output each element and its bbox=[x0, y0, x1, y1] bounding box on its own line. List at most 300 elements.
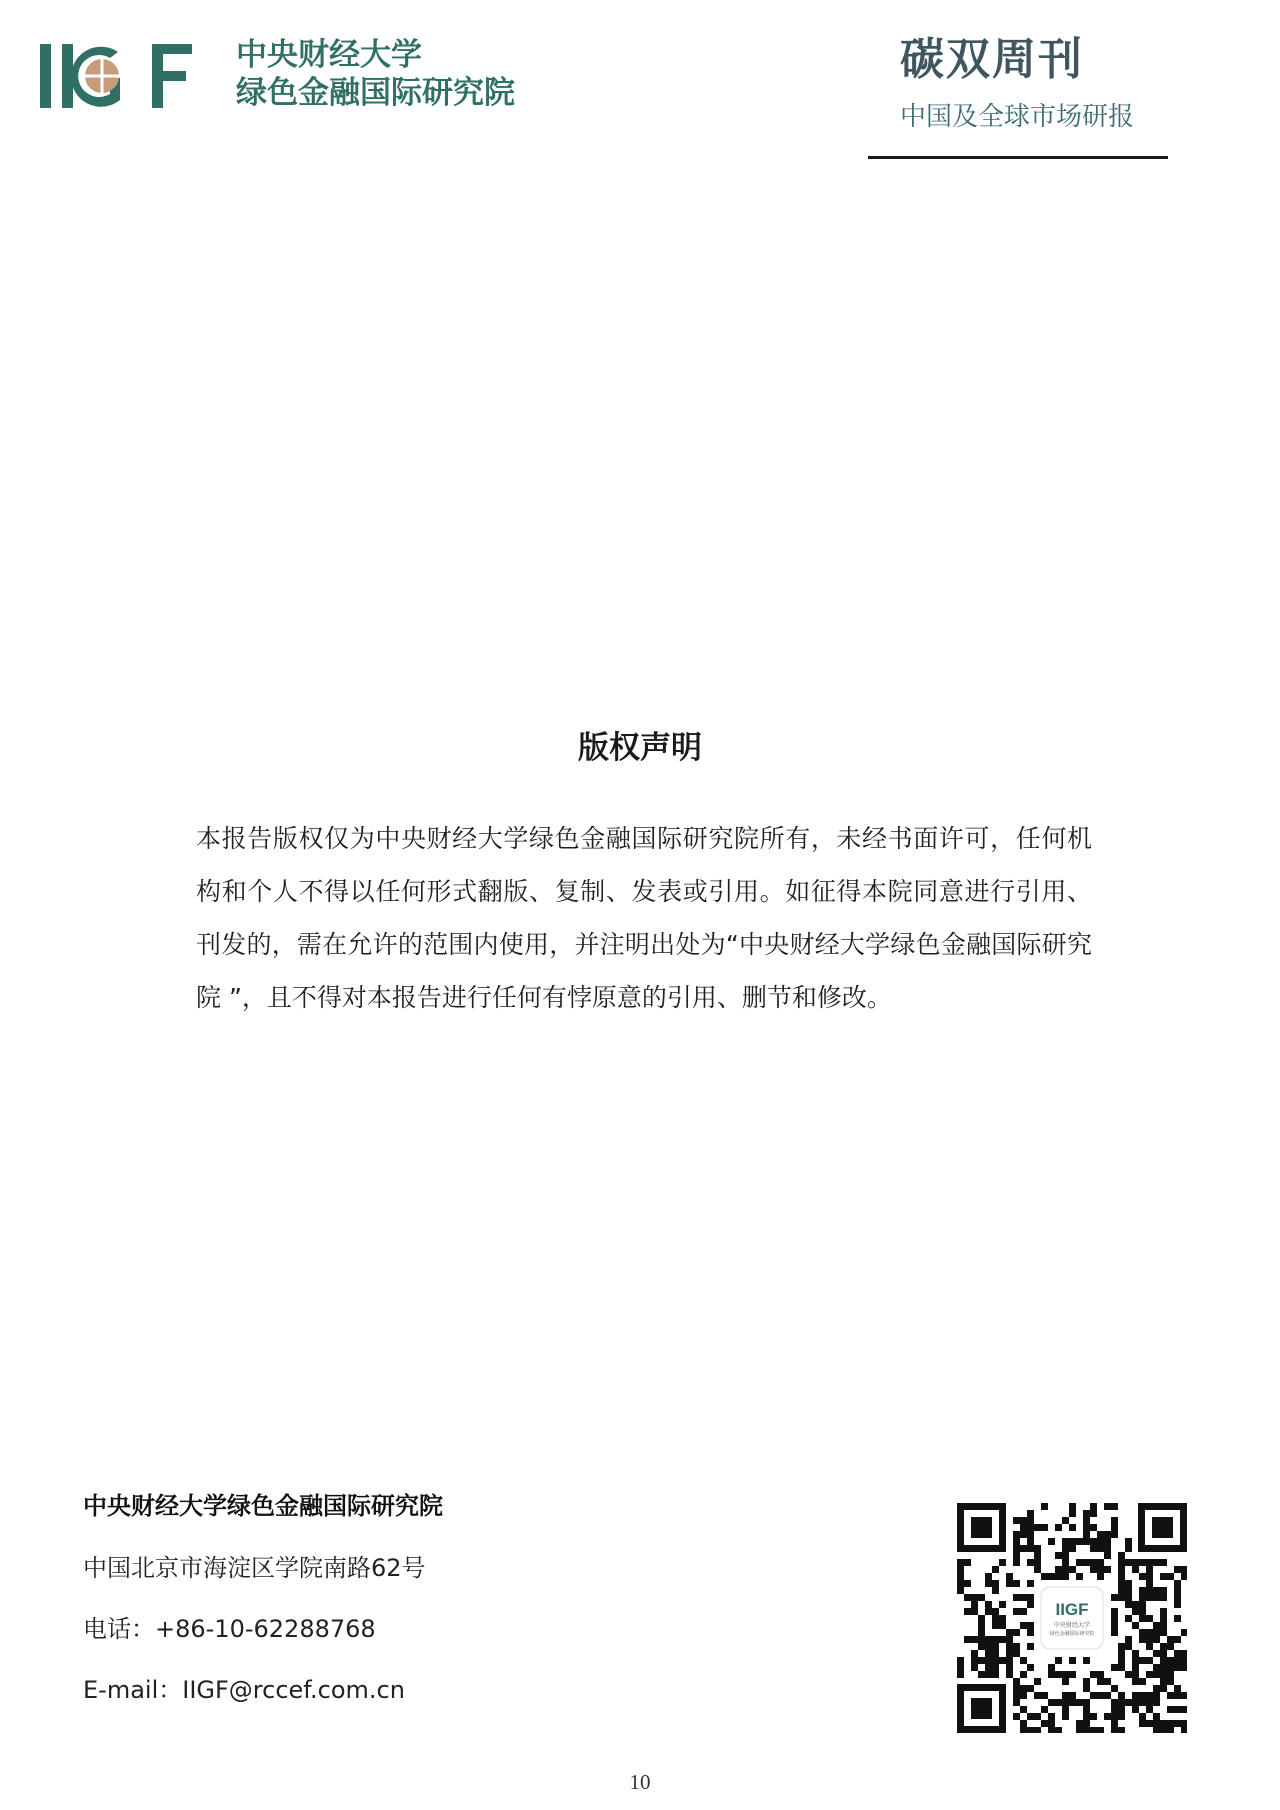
qr-module bbox=[1111, 1622, 1118, 1629]
qr-module bbox=[1041, 1573, 1048, 1580]
qr-module bbox=[1013, 1594, 1020, 1601]
qr-module bbox=[1069, 1510, 1076, 1517]
qr-module bbox=[1048, 1671, 1055, 1678]
qr-module bbox=[1139, 1713, 1146, 1720]
qr-module bbox=[1118, 1727, 1125, 1733]
qr-module bbox=[1090, 1713, 1097, 1720]
qr-module bbox=[1118, 1594, 1125, 1601]
qr-module bbox=[1083, 1706, 1090, 1713]
qr-module bbox=[1132, 1657, 1139, 1664]
contact-address: 中国北京市海淀区学院南路62号 bbox=[83, 1554, 426, 1582]
qr-module bbox=[1174, 1594, 1181, 1601]
qr-module bbox=[1090, 1510, 1097, 1517]
qr-module bbox=[971, 1594, 978, 1601]
qr-module bbox=[1090, 1559, 1097, 1566]
qr-module bbox=[1076, 1538, 1083, 1545]
qr-module bbox=[1139, 1559, 1146, 1566]
qr-module bbox=[999, 1657, 1006, 1664]
qr-module bbox=[1132, 1559, 1139, 1566]
qr-module bbox=[1013, 1608, 1020, 1615]
qr-module bbox=[1111, 1706, 1118, 1713]
qr-module bbox=[1104, 1545, 1111, 1552]
qr-module bbox=[1027, 1524, 1034, 1531]
qr-module bbox=[1048, 1664, 1055, 1671]
qr-module bbox=[1048, 1713, 1055, 1720]
qr-module bbox=[1160, 1643, 1167, 1650]
qr-module bbox=[1076, 1573, 1083, 1580]
qr-module bbox=[1160, 1608, 1167, 1615]
qr-module bbox=[1027, 1727, 1034, 1733]
qr-module bbox=[1139, 1678, 1146, 1685]
qr-module bbox=[1020, 1657, 1027, 1664]
qr-module bbox=[1160, 1615, 1167, 1622]
qr-module bbox=[1027, 1538, 1034, 1545]
qr-module bbox=[1118, 1699, 1125, 1706]
qr-module bbox=[1090, 1524, 1097, 1531]
qr-module bbox=[1132, 1706, 1139, 1713]
qr-module bbox=[1132, 1699, 1139, 1706]
qr-module bbox=[1111, 1629, 1118, 1636]
qr-module bbox=[1013, 1517, 1020, 1524]
qr-module bbox=[1139, 1587, 1146, 1594]
qr-module bbox=[1013, 1685, 1020, 1692]
qr-module bbox=[1006, 1650, 1013, 1657]
qr-module bbox=[1160, 1664, 1167, 1671]
qr-module bbox=[1174, 1664, 1181, 1671]
qr-module bbox=[1097, 1573, 1104, 1580]
org-name-line1: 中央财经大学 bbox=[236, 37, 422, 73]
qr-module bbox=[1090, 1727, 1097, 1733]
qr-module bbox=[1062, 1692, 1069, 1699]
qr-module bbox=[1118, 1566, 1125, 1573]
qr-module bbox=[985, 1580, 992, 1587]
qr-module bbox=[1020, 1671, 1027, 1678]
qr-module bbox=[1160, 1629, 1167, 1636]
qr-module bbox=[1069, 1566, 1076, 1573]
qr-module bbox=[1167, 1671, 1174, 1678]
qr-module bbox=[1111, 1503, 1118, 1510]
qr-module bbox=[1111, 1713, 1118, 1720]
qr-module bbox=[985, 1650, 992, 1657]
qr-module bbox=[1146, 1580, 1153, 1587]
qr-module bbox=[992, 1566, 999, 1573]
qr-module bbox=[1013, 1538, 1020, 1545]
qr-module bbox=[1139, 1692, 1146, 1699]
qr-module bbox=[1020, 1531, 1027, 1538]
qr-module bbox=[1153, 1664, 1160, 1671]
qr-module bbox=[1174, 1615, 1181, 1622]
qr-module bbox=[1118, 1650, 1125, 1657]
qr-module bbox=[1174, 1587, 1181, 1594]
qr-module bbox=[999, 1615, 1006, 1622]
iigf-logo bbox=[40, 38, 210, 114]
qr-module bbox=[1034, 1524, 1041, 1531]
qr-module bbox=[1020, 1524, 1027, 1531]
qr-module bbox=[1027, 1580, 1034, 1587]
qr-module bbox=[1055, 1699, 1062, 1706]
qr-module bbox=[1167, 1727, 1174, 1733]
qr-module bbox=[1020, 1727, 1027, 1733]
qr-module bbox=[1020, 1517, 1027, 1524]
qr-module bbox=[1167, 1720, 1174, 1727]
qr-module bbox=[971, 1636, 978, 1643]
qr-module bbox=[1167, 1573, 1174, 1580]
qr-module bbox=[1118, 1552, 1125, 1559]
qr-module bbox=[971, 1608, 978, 1615]
qr-module bbox=[1125, 1545, 1132, 1552]
qr-module bbox=[1125, 1601, 1132, 1608]
qr-module bbox=[1013, 1643, 1020, 1650]
qr-module bbox=[1139, 1594, 1146, 1601]
qr-module bbox=[964, 1594, 971, 1601]
qr-module bbox=[992, 1587, 999, 1594]
qr-module bbox=[1083, 1524, 1090, 1531]
qr-module bbox=[1020, 1545, 1027, 1552]
qr-module bbox=[1027, 1685, 1034, 1692]
qr-module bbox=[1139, 1615, 1146, 1622]
qr-module bbox=[1104, 1538, 1111, 1545]
qr-module bbox=[1090, 1671, 1097, 1678]
qr-module bbox=[1160, 1671, 1167, 1678]
qr-module bbox=[1048, 1727, 1055, 1733]
qr-module bbox=[1111, 1524, 1118, 1531]
qr-module bbox=[1062, 1538, 1069, 1545]
qr-module bbox=[978, 1643, 985, 1650]
qr-module bbox=[1097, 1671, 1104, 1678]
qr-module bbox=[992, 1657, 999, 1664]
qr-module bbox=[1048, 1573, 1055, 1580]
qr-module bbox=[1027, 1510, 1034, 1517]
qr-code[interactable] bbox=[957, 1503, 1187, 1733]
qr-module bbox=[1181, 1629, 1187, 1636]
qr-module bbox=[1006, 1636, 1013, 1643]
org-name bbox=[236, 36, 515, 112]
qr-module bbox=[992, 1664, 999, 1671]
qr-module bbox=[1076, 1699, 1083, 1706]
qr-module bbox=[1104, 1713, 1111, 1720]
qr-module bbox=[1146, 1699, 1153, 1706]
qr-module bbox=[1055, 1524, 1062, 1531]
qr-module bbox=[1118, 1706, 1125, 1713]
qr-module bbox=[1125, 1615, 1132, 1622]
qr-module bbox=[957, 1657, 964, 1664]
qr-module bbox=[1111, 1720, 1118, 1727]
qr-module bbox=[1153, 1671, 1160, 1678]
qr-module bbox=[1083, 1713, 1090, 1720]
qr-module bbox=[1153, 1622, 1160, 1629]
qr-module bbox=[1055, 1552, 1062, 1559]
qr-module bbox=[964, 1636, 971, 1643]
qr-module bbox=[1125, 1538, 1132, 1545]
qr-module bbox=[957, 1566, 964, 1573]
qr-module bbox=[1013, 1531, 1020, 1538]
qr-module bbox=[1174, 1657, 1181, 1664]
qr-module bbox=[1048, 1720, 1055, 1727]
qr-module bbox=[1125, 1643, 1132, 1650]
qr-module bbox=[1181, 1692, 1187, 1699]
qr-module bbox=[1118, 1573, 1125, 1580]
qr-module bbox=[985, 1608, 992, 1615]
qr-module bbox=[1097, 1559, 1104, 1566]
qr-module bbox=[1020, 1622, 1027, 1629]
qr-module bbox=[1027, 1517, 1034, 1524]
qr-module bbox=[1013, 1629, 1020, 1636]
qr-module bbox=[978, 1594, 985, 1601]
qr-module bbox=[978, 1615, 985, 1622]
logo-letter-f bbox=[152, 44, 192, 108]
qr-module bbox=[971, 1664, 978, 1671]
qr-module bbox=[964, 1580, 971, 1587]
qr-module bbox=[1111, 1608, 1118, 1615]
qr-module bbox=[1097, 1531, 1104, 1538]
page-header bbox=[0, 0, 1280, 170]
qr-module bbox=[1174, 1601, 1181, 1608]
qr-module bbox=[1069, 1524, 1076, 1531]
copyright-notice-body: 本报告版权仅为中央财经大学绿色金融国际研究院所有，未经书面许可，任何机构和个人不得以任何形式翻版、复制、发表或引用。如征得本院同意进行引用、刊发的，需在允许的范围内使用，并注明出处为“中央财经大学绿色金融国际研究院 ”，且不得对本报告进行任何有悖原意的引用、删节和修改。 bbox=[196, 824, 1092, 1012]
qr-module bbox=[1027, 1643, 1034, 1650]
qr-module bbox=[1097, 1566, 1104, 1573]
qr-module bbox=[971, 1601, 978, 1608]
qr-module bbox=[985, 1573, 992, 1580]
qr-module bbox=[1006, 1664, 1013, 1671]
qr-module bbox=[1062, 1559, 1069, 1566]
qr-module bbox=[1006, 1671, 1013, 1678]
qr-module bbox=[1069, 1671, 1076, 1678]
qr-module bbox=[985, 1636, 992, 1643]
qr-module bbox=[971, 1657, 978, 1664]
qr-module bbox=[1111, 1727, 1118, 1733]
qr-module bbox=[1146, 1615, 1153, 1622]
qr-module bbox=[1153, 1629, 1160, 1636]
qr-module bbox=[1090, 1545, 1097, 1552]
qr-module bbox=[957, 1559, 964, 1566]
qr-module bbox=[1174, 1685, 1181, 1692]
qr-module bbox=[1020, 1608, 1027, 1615]
qr-module bbox=[964, 1608, 971, 1615]
qr-module bbox=[1118, 1692, 1125, 1699]
qr-module bbox=[1104, 1531, 1111, 1538]
qr-module bbox=[1062, 1699, 1069, 1706]
qr-module bbox=[1041, 1524, 1048, 1531]
qr-module bbox=[1160, 1587, 1167, 1594]
qr-module bbox=[1146, 1587, 1153, 1594]
qr-module bbox=[1139, 1629, 1146, 1636]
qr-module bbox=[1132, 1692, 1139, 1699]
qr-finder-bottom-left bbox=[957, 1684, 1006, 1733]
qr-module bbox=[1055, 1657, 1062, 1664]
qr-module bbox=[992, 1643, 999, 1650]
qr-module bbox=[1083, 1559, 1090, 1566]
qr-module bbox=[1076, 1720, 1083, 1727]
qr-module bbox=[1167, 1692, 1174, 1699]
qr-module bbox=[1062, 1706, 1069, 1713]
qr-module bbox=[1104, 1692, 1111, 1699]
qr-module bbox=[1055, 1573, 1062, 1580]
qr-module bbox=[1167, 1657, 1174, 1664]
qr-module bbox=[1160, 1685, 1167, 1692]
qr-module bbox=[1125, 1559, 1132, 1566]
qr-module bbox=[1125, 1636, 1132, 1643]
qr-module bbox=[1027, 1629, 1034, 1636]
qr-module bbox=[985, 1664, 992, 1671]
qr-module bbox=[1027, 1622, 1034, 1629]
qr-module bbox=[985, 1671, 992, 1678]
qr-module bbox=[1048, 1538, 1055, 1545]
qr-module bbox=[964, 1559, 971, 1566]
qr-module bbox=[1118, 1587, 1125, 1594]
qr-module bbox=[1139, 1720, 1146, 1727]
qr-module bbox=[1181, 1650, 1187, 1657]
qr-module bbox=[1146, 1643, 1153, 1650]
qr-module bbox=[1174, 1720, 1181, 1727]
qr-module bbox=[1034, 1552, 1041, 1559]
qr-module bbox=[999, 1636, 1006, 1643]
qr-module bbox=[1132, 1608, 1139, 1615]
qr-module bbox=[1181, 1566, 1187, 1573]
publication-block bbox=[868, 28, 1168, 159]
qr-module bbox=[1160, 1720, 1167, 1727]
qr-module bbox=[1083, 1727, 1090, 1733]
qr-module bbox=[1160, 1727, 1167, 1733]
qr-module bbox=[999, 1601, 1006, 1608]
qr-module bbox=[999, 1559, 1006, 1566]
qr-module bbox=[1041, 1720, 1048, 1727]
qr-module bbox=[1034, 1678, 1041, 1685]
qr-module bbox=[985, 1601, 992, 1608]
qr-module bbox=[1181, 1573, 1187, 1580]
qr-module bbox=[1097, 1538, 1104, 1545]
qr-module bbox=[1132, 1671, 1139, 1678]
qr-module bbox=[1062, 1552, 1069, 1559]
qr-module bbox=[1160, 1678, 1167, 1685]
qr-module bbox=[1111, 1664, 1118, 1671]
qr-module bbox=[1097, 1678, 1104, 1685]
qr-module bbox=[1153, 1692, 1160, 1699]
qr-module bbox=[1153, 1559, 1160, 1566]
qr-module bbox=[1132, 1650, 1139, 1657]
qr-logo-caption-1: 中央财经大学 bbox=[1053, 1622, 1091, 1629]
qr-module bbox=[1062, 1545, 1069, 1552]
qr-module bbox=[1013, 1545, 1020, 1552]
qr-module bbox=[1139, 1636, 1146, 1643]
qr-module bbox=[1041, 1503, 1048, 1510]
qr-module bbox=[992, 1650, 999, 1657]
qr-module bbox=[978, 1629, 985, 1636]
qr-module bbox=[1034, 1545, 1041, 1552]
qr-module bbox=[1104, 1678, 1111, 1685]
qr-module bbox=[1160, 1657, 1167, 1664]
qr-module bbox=[1090, 1692, 1097, 1699]
qr-module bbox=[1139, 1608, 1146, 1615]
qr-module bbox=[1020, 1692, 1027, 1699]
qr-module bbox=[1076, 1727, 1083, 1733]
qr-module bbox=[1118, 1713, 1125, 1720]
qr-module bbox=[1062, 1573, 1069, 1580]
qr-module bbox=[1160, 1573, 1167, 1580]
qr-module bbox=[1090, 1503, 1097, 1510]
qr-module bbox=[1174, 1566, 1181, 1573]
qr-module bbox=[1181, 1727, 1187, 1733]
qr-module bbox=[1069, 1545, 1076, 1552]
qr-module bbox=[1083, 1510, 1090, 1517]
qr-module bbox=[1034, 1566, 1041, 1573]
qr-module bbox=[1146, 1671, 1153, 1678]
qr-module bbox=[1146, 1566, 1153, 1573]
qr-module bbox=[1034, 1727, 1041, 1733]
qr-module bbox=[1181, 1720, 1187, 1727]
qr-module bbox=[1125, 1699, 1132, 1706]
qr-module bbox=[1027, 1664, 1034, 1671]
qr-module bbox=[1118, 1664, 1125, 1671]
qr-module bbox=[1160, 1650, 1167, 1657]
qr-module bbox=[1062, 1678, 1069, 1685]
qr-module bbox=[1090, 1538, 1097, 1545]
qr-center-logo bbox=[1041, 1587, 1103, 1649]
qr-module bbox=[1006, 1573, 1013, 1580]
qr-module bbox=[1006, 1657, 1013, 1664]
qr-module bbox=[1153, 1699, 1160, 1706]
qr-module bbox=[1111, 1615, 1118, 1622]
qr-module bbox=[1083, 1678, 1090, 1685]
qr-module bbox=[999, 1622, 1006, 1629]
qr-module bbox=[957, 1664, 964, 1671]
qr-module bbox=[1104, 1552, 1111, 1559]
qr-module bbox=[1027, 1594, 1034, 1601]
qr-module bbox=[992, 1580, 999, 1587]
qr-module bbox=[1174, 1650, 1181, 1657]
qr-module bbox=[1174, 1636, 1181, 1643]
qr-module bbox=[1006, 1629, 1013, 1636]
qr-module bbox=[1083, 1538, 1090, 1545]
qr-module bbox=[1146, 1629, 1153, 1636]
qr-module bbox=[1153, 1594, 1160, 1601]
qr-module bbox=[1034, 1713, 1041, 1720]
qr-module bbox=[1006, 1643, 1013, 1650]
qr-module bbox=[1069, 1692, 1076, 1699]
qr-module bbox=[1160, 1594, 1167, 1601]
qr-module bbox=[1174, 1580, 1181, 1587]
logo-bar-1 bbox=[40, 44, 51, 108]
qr-module bbox=[1055, 1566, 1062, 1573]
qr-module bbox=[1132, 1664, 1139, 1671]
qr-module bbox=[992, 1636, 999, 1643]
qr-module bbox=[1146, 1559, 1153, 1566]
qr-logo-caption-2: 绿色金融国际研究院 bbox=[1049, 1631, 1095, 1637]
qr-module bbox=[1139, 1657, 1146, 1664]
qr-module bbox=[1153, 1587, 1160, 1594]
contact-block bbox=[83, 1490, 783, 1706]
qr-module bbox=[1097, 1692, 1104, 1699]
qr-module bbox=[1069, 1699, 1076, 1706]
qr-module bbox=[1146, 1636, 1153, 1643]
qr-module bbox=[1034, 1559, 1041, 1566]
qr-module bbox=[1118, 1643, 1125, 1650]
qr-module bbox=[1146, 1573, 1153, 1580]
qr-module bbox=[992, 1671, 999, 1678]
qr-module bbox=[1174, 1692, 1181, 1699]
contact-phone: 电话：+86-10-62288768 bbox=[83, 1615, 376, 1643]
qr-module bbox=[1013, 1559, 1020, 1566]
qr-module bbox=[1167, 1664, 1174, 1671]
qr-module bbox=[1041, 1706, 1048, 1713]
qr-module bbox=[1153, 1636, 1160, 1643]
qr-module bbox=[1069, 1657, 1076, 1664]
qr-module bbox=[1069, 1503, 1076, 1510]
qr-module bbox=[1146, 1692, 1153, 1699]
contact-email: E-mail：IIGF@rccef.com.cn bbox=[83, 1676, 405, 1704]
qr-module bbox=[1125, 1587, 1132, 1594]
qr-module bbox=[1013, 1692, 1020, 1699]
